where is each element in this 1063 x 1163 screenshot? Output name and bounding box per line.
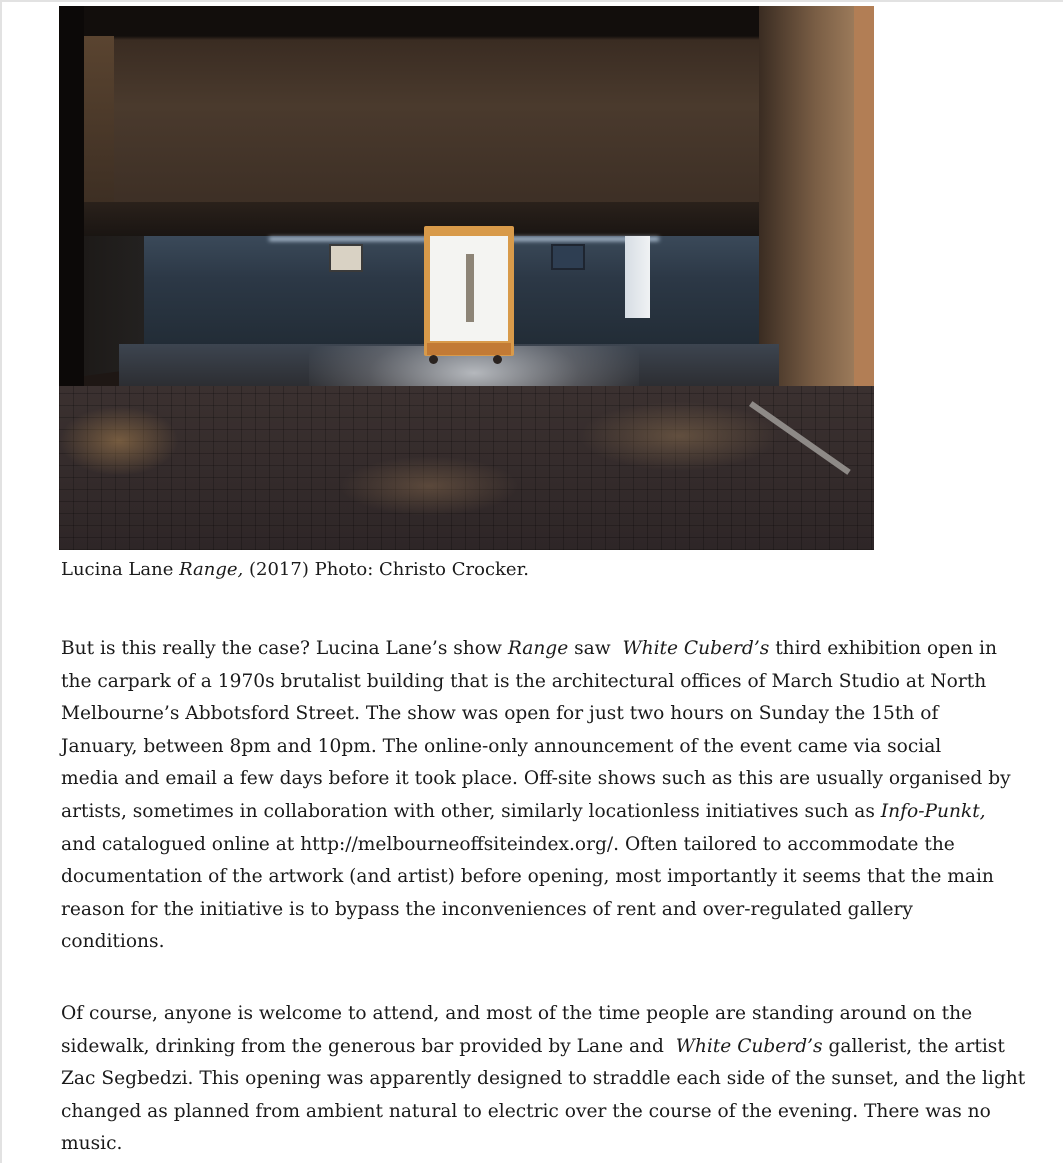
italic-title: Range [507, 638, 569, 659]
exhibition-photo [59, 6, 874, 550]
overhead-beam [84, 202, 759, 236]
paragraph-line: the carpark of a 1970s brutalist building that is the architectural offices of March Studio at North [61, 670, 987, 692]
italic-title: White Cuberd’s [622, 638, 770, 659]
paragraph-line: artists, sometimes in collaboration with other, similarly locationless initiatives such as Info-Punkt, [61, 800, 986, 822]
caption-artist: Lucina Lane [61, 559, 180, 580]
paragraph-line: sidewalk, drinking from the generous bar provided by Lane and White Cuberd’s gallerist, the artist [61, 1035, 1005, 1057]
italic-title: White Cuberd’s [675, 1035, 823, 1057]
light-patch [579, 401, 779, 471]
italic-title: Info-Punkt, [880, 800, 986, 822]
figure-caption [61, 557, 529, 583]
paragraph-line: reason for the initiative is to bypass the inconveniences of rent and over-regulated gallery [61, 898, 913, 920]
paragraph-line: Of course, anyone is welcome to attend, and most of the time people are standing around on the [61, 1003, 973, 1024]
offsite-index-link[interactable]: http://melbourneoffsiteindex.org/ [300, 833, 614, 855]
light-patch [339, 456, 519, 516]
paragraph-line: media and email a few days before it took place. Off-site shows such as this are usually organised by [61, 768, 1011, 790]
paragraph-line: But is this really the case? Lucina Lane’s show Range saw White Cuberd’s third exhibition open in [61, 638, 997, 659]
paragraph-line: January, between 8pm and 10pm. The online-only announcement of the event came via social [61, 735, 942, 757]
pillar-edge [854, 6, 874, 446]
cabinet-base [427, 343, 511, 355]
wall-utility-box [625, 236, 650, 318]
caption-work-title: Range, [179, 559, 244, 580]
wall-artwork-right [551, 244, 585, 270]
paragraph-line: and catalogued online at http://melbourneoffsiteindex.org/. Often tailored to accommodate the [61, 833, 955, 855]
wall-artwork-left [329, 244, 363, 272]
article-paragraph-1 [61, 633, 1021, 959]
paragraph-line: changed as planned from ambient natural to electric over the course of the evening. There was no [61, 1100, 991, 1122]
paragraph-line: music. [61, 1133, 123, 1155]
paragraph-line: Melbourne’s Abbotsford Street. The show was open for just two hours on Sunday the 15th of [61, 703, 939, 725]
building-facade [59, 6, 874, 211]
cabinet-wheel [429, 355, 438, 364]
paragraph-line: conditions. [61, 931, 165, 953]
cabinet-artwork [466, 254, 474, 322]
facade-shadow [59, 6, 84, 386]
cabinet-wheel [493, 355, 502, 364]
article-paragraph-2 [61, 998, 1026, 1161]
paragraph-line: documentation of the artwork (and artist) before opening, most importantly it seems that the main [61, 866, 994, 888]
facade-lit-column [84, 36, 114, 216]
light-patch [59, 406, 179, 476]
article-figure [59, 6, 874, 550]
paragraph-line: Zac Segbedzi. This opening was apparently designed to straddle each side of the sunset, and the light [61, 1068, 1026, 1090]
caption-credit: (2017) Photo: Christo Crocker. [243, 559, 529, 580]
